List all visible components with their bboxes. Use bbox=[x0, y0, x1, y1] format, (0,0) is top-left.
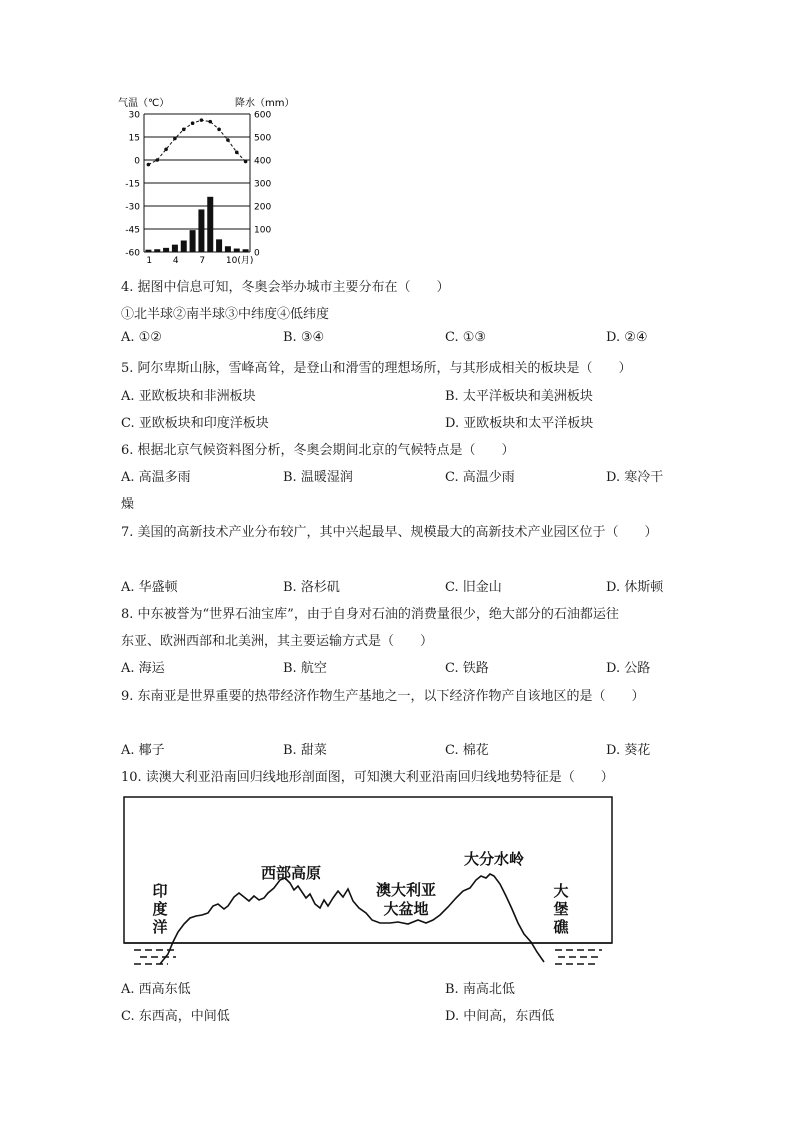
precip-bar bbox=[154, 249, 160, 252]
q8-stem: 8. 中东被誉为“世界石油宝库”，由于自身对石油的消费量很少，绝大部分的石油都运往 bbox=[121, 607, 619, 622]
q7-option-c[interactable]: C. 旧金山 bbox=[445, 580, 502, 595]
label-great-dividing-range: 大分水岭 bbox=[463, 850, 525, 868]
temperature-point bbox=[226, 138, 230, 142]
q7-stem: 7. 美国的高新技术产业分布较广，其中兴起最早、规模最大的高新技术产业园区位于（ ） bbox=[121, 525, 658, 540]
label-indian-ocean-char3: 洋 bbox=[152, 918, 168, 936]
temperature-point bbox=[155, 158, 159, 162]
q6-stem: 6. 根据北京气候资料图分析，冬奥会期间北京的气候特点是（ ） bbox=[121, 443, 515, 458]
q6-option-d[interactable]: D. 寒冷干 bbox=[606, 470, 664, 485]
temperature-point bbox=[173, 137, 177, 141]
q10-option-c[interactable]: C. 东西高，中间低 bbox=[121, 1009, 230, 1024]
q10-option-a[interactable]: A. 西高东低 bbox=[121, 982, 191, 997]
precip-bar bbox=[216, 239, 222, 252]
q10-option-b[interactable]: B. 南高北低 bbox=[445, 982, 515, 997]
q7-option-b[interactable]: B. 洛杉矶 bbox=[283, 580, 340, 595]
label-basin-line2: 大盆地 bbox=[383, 900, 429, 918]
temp-tick-label: -45 bbox=[125, 225, 140, 236]
precip-bar bbox=[198, 209, 204, 252]
q8-option-a[interactable]: A. 海运 bbox=[121, 661, 165, 676]
temperature-point bbox=[191, 121, 195, 125]
month-tick-label: 1 bbox=[146, 256, 153, 266]
q4-option-c[interactable]: C. ①③ bbox=[445, 330, 487, 345]
q5-option-a[interactable]: A. 亚欧板块和非洲板块 bbox=[121, 389, 256, 404]
precip-bar bbox=[243, 249, 249, 252]
q4-stem: 4. 据图中信息可知，冬奥会举办城市主要分布在（ ） bbox=[121, 280, 450, 295]
temp-tick-label: 30 bbox=[128, 110, 140, 121]
precip-axis-label: 降水（mm） bbox=[235, 98, 295, 109]
precip-tick-label: 500 bbox=[254, 133, 272, 144]
month-tick-label: 4 bbox=[172, 256, 179, 266]
q9-stem: 9. 东南亚是世界重要的热带经济作物生产基地之一，以下经济作物产自该地区的是（ ） bbox=[121, 689, 645, 704]
precip-bar bbox=[225, 246, 231, 252]
q5-stem: 5. 阿尔卑斯山脉，雪峰高耸，是登山和滑雪的理想场所，与其形成相关的板块是（ ） bbox=[121, 361, 632, 376]
precip-tick-label: 400 bbox=[254, 156, 272, 167]
q8-option-d[interactable]: D. 公路 bbox=[606, 661, 651, 676]
precip-bar bbox=[207, 197, 213, 252]
q6-option-c[interactable]: C. 高温少雨 bbox=[445, 470, 515, 485]
q7-option-a[interactable]: A. 华盛顿 bbox=[121, 580, 178, 595]
climate-chart bbox=[110, 92, 310, 272]
precip-bar bbox=[234, 249, 240, 252]
left-sea-dashes bbox=[134, 950, 178, 964]
temp-tick-label: -60 bbox=[125, 248, 140, 259]
label-barrier-reef-char1: 大 bbox=[553, 882, 569, 900]
temp-tick-label: -15 bbox=[125, 179, 140, 190]
q8-stem-line2: 东亚、欧洲西部和北美洲，其主要运输方式是（ ） bbox=[121, 634, 434, 649]
temp-tick-label: 0 bbox=[134, 156, 140, 167]
q4-sub: ①北半球②南半球③中纬度④低纬度 bbox=[121, 307, 330, 322]
q5-option-d[interactable]: D. 亚欧板块和太平洋板块 bbox=[445, 416, 594, 431]
label-basin-line1: 澳大利亚 bbox=[375, 881, 437, 899]
precip-tick-label: 0 bbox=[254, 248, 260, 259]
temp-axis-label: 气温（℃） bbox=[118, 98, 170, 109]
label-west-plateau: 西部高原 bbox=[260, 864, 322, 882]
temperature-point bbox=[182, 128, 186, 132]
q6-option-d-wrap: 燥 bbox=[121, 497, 135, 512]
q6-option-a[interactable]: A. 高温多雨 bbox=[121, 470, 191, 485]
profile-frame bbox=[124, 797, 612, 943]
label-barrier-reef-char2: 堡 bbox=[553, 900, 569, 918]
q4-option-b[interactable]: B. ③④ bbox=[283, 330, 325, 345]
q7-option-d[interactable]: D. 休斯顿 bbox=[606, 580, 664, 595]
temperature-point bbox=[208, 120, 212, 124]
precip-bar bbox=[163, 248, 169, 252]
month-tick-label: 7 bbox=[199, 256, 206, 266]
q6-option-b[interactable]: B. 温暖湿润 bbox=[283, 470, 353, 485]
q10-stem: 10. 读澳大利亚沿南回归线地形剖面图，可知澳大利亚沿南回归线地势特征是（ ） bbox=[121, 770, 614, 785]
q9-option-a[interactable]: A. 椰子 bbox=[121, 743, 165, 758]
month-tick-label: 10(月) bbox=[225, 256, 254, 266]
right-sea-dashes bbox=[555, 950, 602, 964]
temperature-point bbox=[164, 147, 168, 151]
temp-tick-label: -30 bbox=[125, 202, 140, 213]
q5-option-c[interactable]: C. 亚欧板块和印度洋板块 bbox=[121, 416, 269, 431]
q8-option-c[interactable]: C. 铁路 bbox=[445, 661, 489, 676]
q4-option-d[interactable]: D. ②④ bbox=[606, 330, 648, 345]
precip-bar bbox=[181, 241, 187, 253]
precip-bar bbox=[145, 250, 151, 252]
q9-option-d[interactable]: D. 葵花 bbox=[606, 743, 651, 758]
precip-tick-label: 100 bbox=[254, 225, 272, 236]
temperature-point bbox=[217, 128, 221, 132]
label-indian-ocean-char1: 印 bbox=[152, 882, 168, 900]
q9-option-c[interactable]: C. 棉花 bbox=[445, 743, 489, 758]
q8-option-b[interactable]: B. 航空 bbox=[283, 661, 327, 676]
label-barrier-reef-char3: 礁 bbox=[553, 918, 569, 936]
temperature-point bbox=[147, 163, 151, 167]
temperature-point bbox=[244, 160, 248, 164]
precip-tick-label: 300 bbox=[254, 179, 272, 190]
temperature-line bbox=[148, 120, 245, 164]
q10-option-d[interactable]: D. 中间高，东西低 bbox=[445, 1009, 555, 1024]
precip-tick-label: 600 bbox=[254, 110, 272, 121]
q5-option-b[interactable]: B. 太平洋板块和美洲板块 bbox=[445, 389, 593, 404]
precip-tick-label: 200 bbox=[254, 202, 272, 213]
terrain-line bbox=[160, 874, 544, 964]
q4-option-a[interactable]: A. ①② bbox=[121, 330, 162, 345]
temperature-point bbox=[235, 151, 239, 155]
q9-option-b[interactable]: B. 甜菜 bbox=[283, 743, 327, 758]
temperature-point bbox=[200, 118, 204, 122]
precip-bar bbox=[172, 245, 178, 252]
precip-bar bbox=[190, 230, 196, 252]
australia-profile-diagram bbox=[118, 792, 618, 972]
label-indian-ocean-char2: 度 bbox=[152, 900, 168, 918]
temp-tick-label: 15 bbox=[128, 133, 140, 144]
